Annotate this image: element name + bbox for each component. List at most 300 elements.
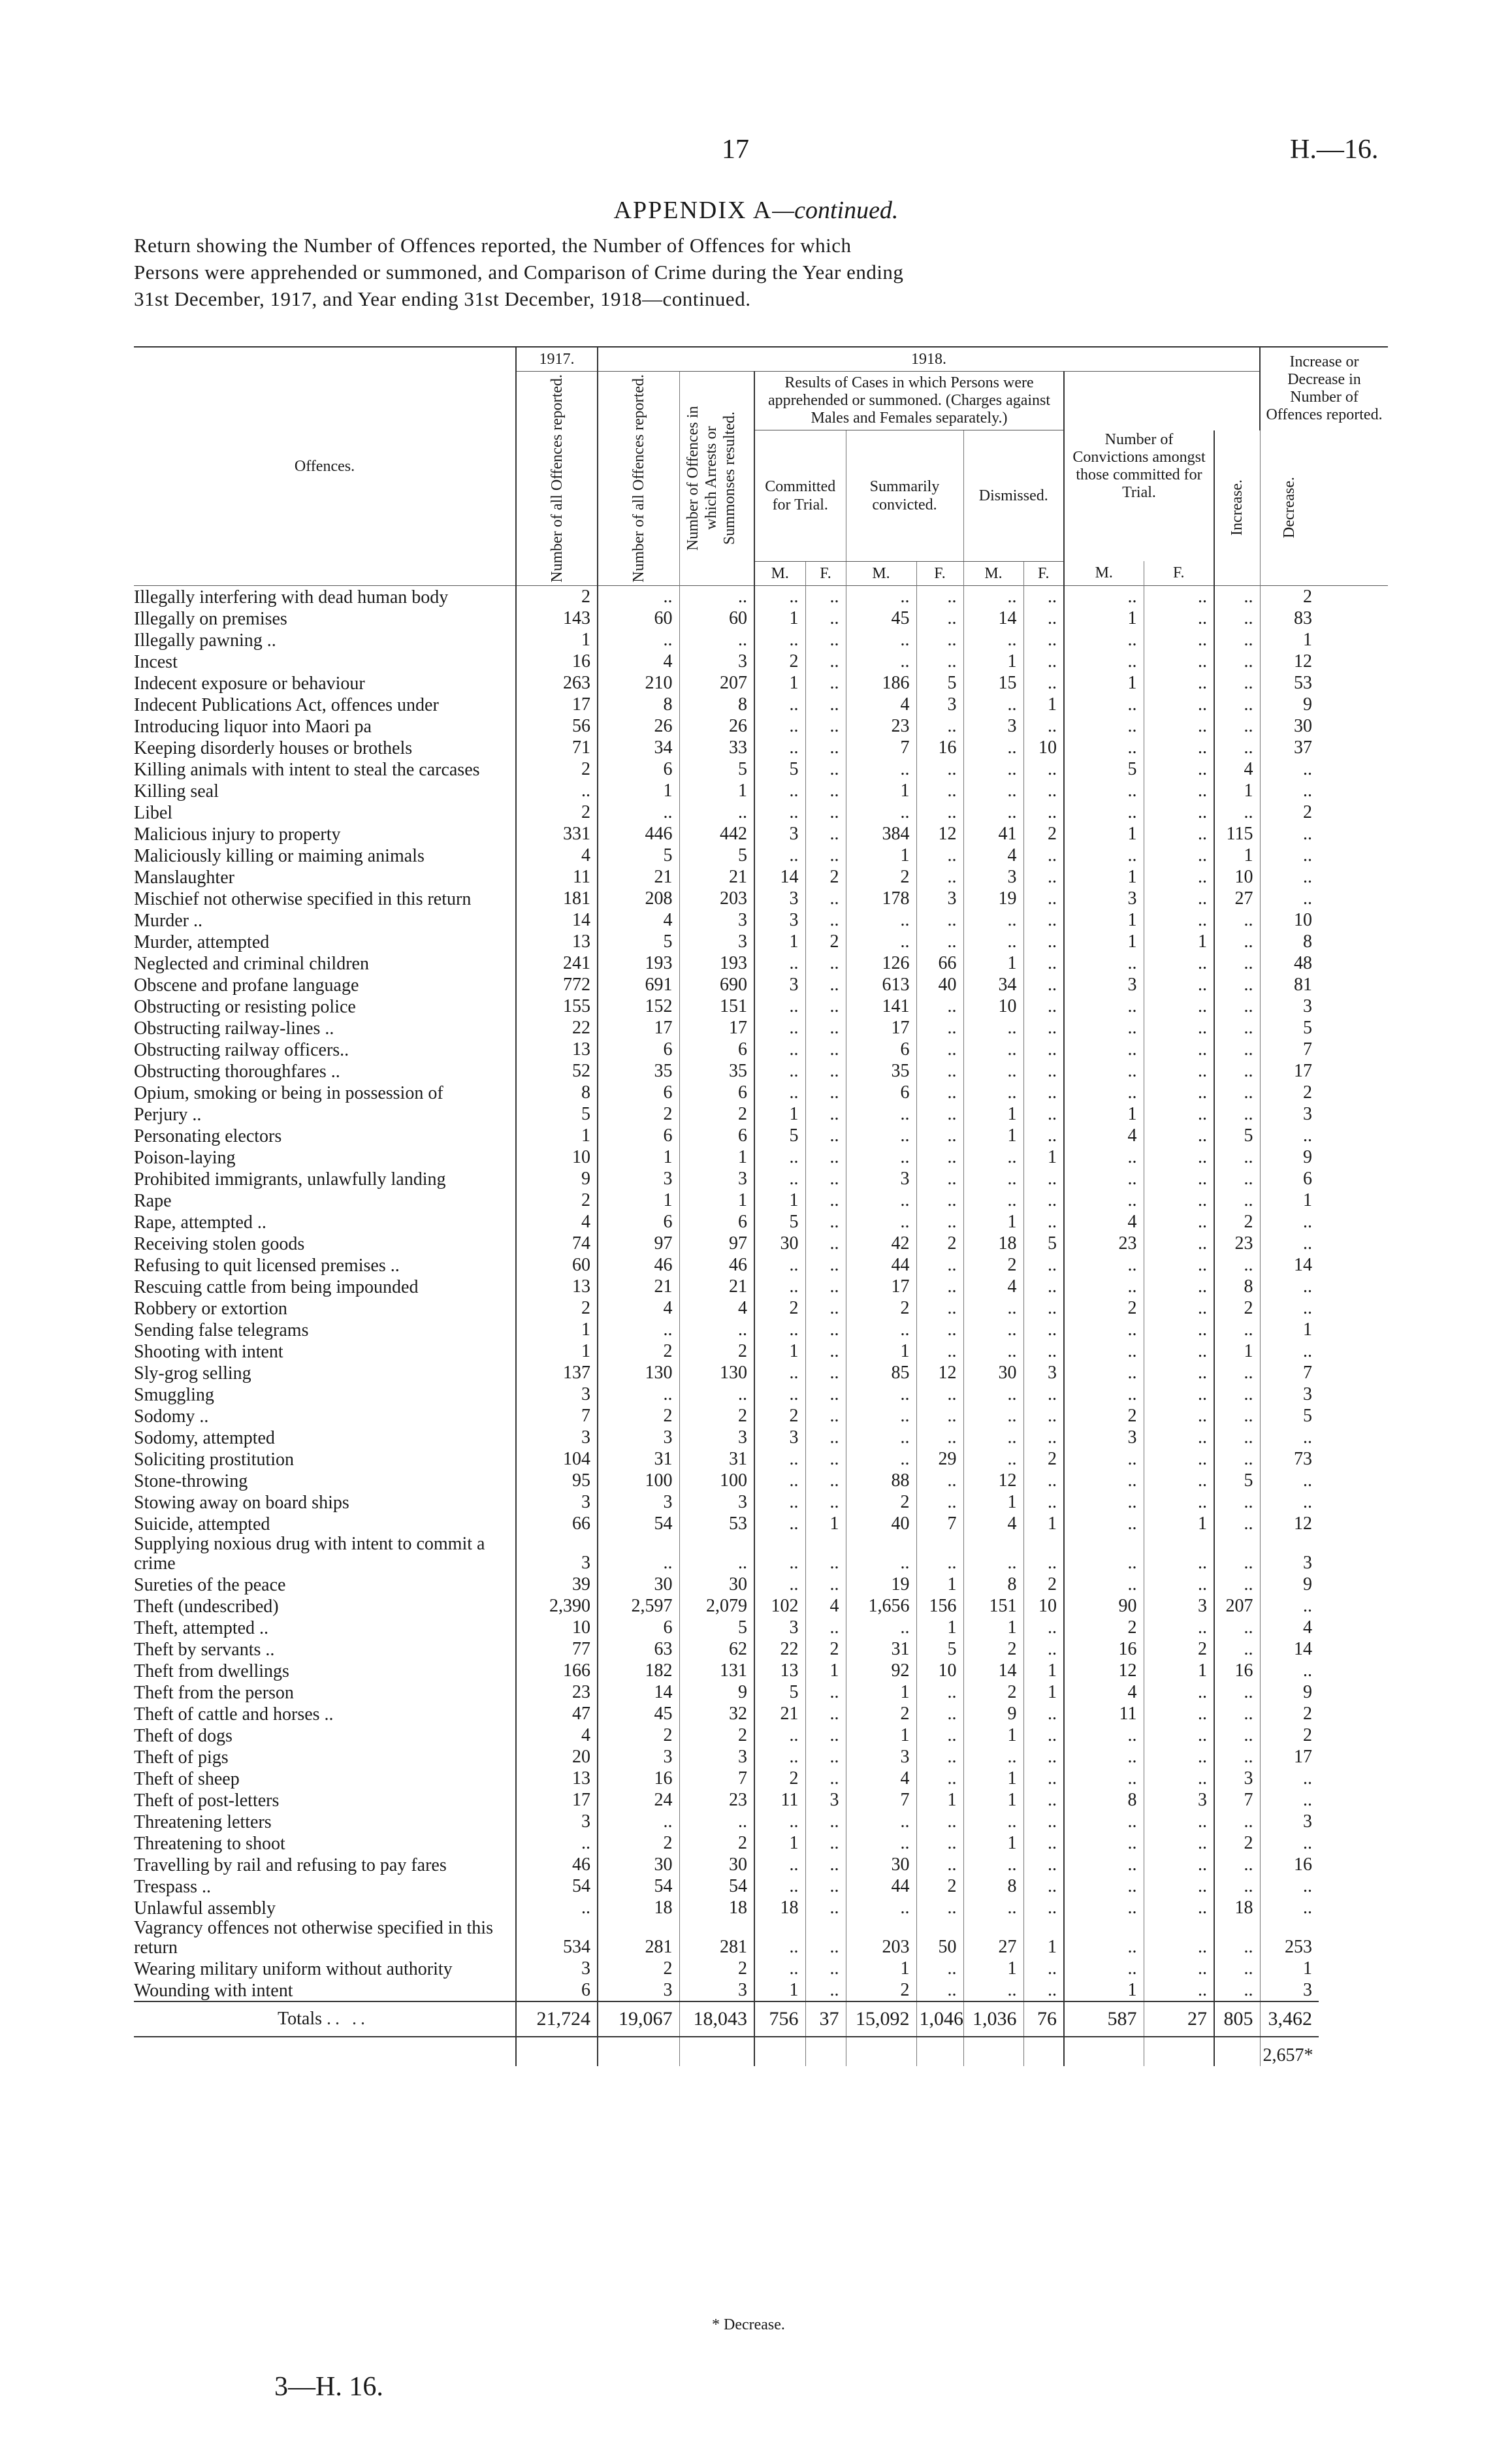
value-cell: .. xyxy=(963,802,1023,823)
value-cell: .. xyxy=(1214,1638,1260,1660)
value-cell: .. xyxy=(1214,802,1260,823)
value-cell: 4 xyxy=(805,1595,846,1617)
table-row xyxy=(134,694,1388,715)
value-cell: 151 xyxy=(963,1595,1023,1617)
header-summarily: Summarily convicted. xyxy=(846,430,963,562)
value-cell: 5 xyxy=(679,845,754,866)
value-cell: 12 xyxy=(916,823,963,845)
table-row xyxy=(134,1211,1388,1233)
value-cell: .. xyxy=(916,1039,963,1060)
value-cell: 2 xyxy=(1260,1724,1319,1746)
value-cell: .. xyxy=(598,585,679,607)
value-cell: 4 xyxy=(963,1276,1023,1297)
footer-signature: 3—H. 16. xyxy=(274,2372,383,2402)
value-cell: .. xyxy=(1260,1491,1319,1513)
table-row xyxy=(134,1768,1388,1789)
value-cell: .. xyxy=(1144,1125,1214,1146)
value-cell: .. xyxy=(916,1811,963,1832)
table-row xyxy=(134,1340,1388,1362)
value-cell: .. xyxy=(1023,952,1064,974)
table-row xyxy=(134,1125,1388,1146)
value-cell: 137 xyxy=(516,1362,598,1384)
value-cell: .. xyxy=(805,1384,846,1405)
value-cell: .. xyxy=(754,802,805,823)
value-cell: .. xyxy=(679,802,754,823)
value-cell: 53 xyxy=(1260,672,1319,694)
offences-table xyxy=(134,346,1388,2066)
value-cell: 2 xyxy=(516,758,598,780)
value-cell: 4 xyxy=(846,694,916,715)
value-cell: .. xyxy=(1064,1513,1144,1534)
value-cell: 3 xyxy=(598,1427,679,1448)
value-cell: .. xyxy=(805,1168,846,1190)
value-cell: 46 xyxy=(679,1254,754,1276)
header-dismissed-m: M. xyxy=(963,561,1023,585)
value-cell: 3 xyxy=(916,694,963,715)
value-cell: .. xyxy=(1023,585,1064,607)
offence-name: Indecent exposure or behaviour xyxy=(134,673,365,694)
value-cell: 3 xyxy=(516,1534,598,1574)
value-cell: .. xyxy=(916,1082,963,1103)
value-cell: .. xyxy=(1260,1789,1319,1811)
value-cell: 21 xyxy=(754,1703,805,1724)
value-cell: 100 xyxy=(598,1470,679,1491)
value-cell: 1 xyxy=(1214,1340,1260,1362)
offence-name: Sodomy, attempted xyxy=(134,1427,275,1448)
value-cell: 1 xyxy=(516,629,598,651)
value-cell: .. xyxy=(805,1211,846,1233)
offence-name: Introducing liquor into Maori pa xyxy=(134,716,372,737)
value-cell: 2 xyxy=(754,1405,805,1427)
offence-name: Indecent Publications Act, offences under xyxy=(134,694,439,715)
offence-name: Personating electors xyxy=(134,1125,282,1146)
value-cell: 1 xyxy=(516,1319,598,1340)
value-cell: 6 xyxy=(679,1125,754,1146)
value-cell: 85 xyxy=(846,1362,916,1384)
value-cell: .. xyxy=(1214,1746,1260,1768)
offence-name: Incest xyxy=(134,651,178,672)
totals-cell: 805 xyxy=(1214,2001,1260,2037)
value-cell: 17 xyxy=(679,1017,754,1039)
value-cell: 1 xyxy=(1023,1681,1064,1703)
value-cell: 141 xyxy=(846,996,916,1017)
value-cell: .. xyxy=(963,1897,1023,1919)
value-cell: 384 xyxy=(846,823,916,845)
header-reported-1918: Number of all Offences reported. xyxy=(630,374,647,583)
value-cell: .. xyxy=(805,1319,846,1340)
table-row xyxy=(134,1638,1388,1660)
value-cell: .. xyxy=(963,1017,1023,1039)
value-cell: .. xyxy=(1023,1384,1064,1405)
value-cell: 2 xyxy=(1214,1832,1260,1854)
offence-name: Rape xyxy=(134,1190,172,1211)
offence-name: Manslaughter xyxy=(134,867,234,888)
value-cell: .. xyxy=(1144,1254,1214,1276)
value-cell: 5 xyxy=(754,1125,805,1146)
value-cell: .. xyxy=(805,1832,846,1854)
value-cell: .. xyxy=(754,715,805,737)
value-cell: .. xyxy=(805,1017,846,1039)
value-cell: .. xyxy=(1144,1746,1214,1768)
value-cell: .. xyxy=(916,585,963,607)
value-cell: 4 xyxy=(1214,758,1260,780)
value-cell: 2 xyxy=(1023,1448,1064,1470)
value-cell: .. xyxy=(1214,1146,1260,1168)
value-cell: .. xyxy=(1023,1340,1064,1362)
table-row xyxy=(134,1190,1388,1211)
offence-name: Theft from dwellings xyxy=(134,1660,289,1681)
value-cell: .. xyxy=(679,1384,754,1405)
value-cell: .. xyxy=(1214,1448,1260,1470)
value-cell: .. xyxy=(805,1103,846,1125)
value-cell: 2 xyxy=(1064,1297,1144,1319)
offence-name: Obstructing railway officers.. xyxy=(134,1039,349,1060)
value-cell: 4 xyxy=(963,845,1023,866)
offence-name: Sending false telegrams xyxy=(134,1320,309,1340)
value-cell: 2 xyxy=(679,1724,754,1746)
value-cell: .. xyxy=(1144,1168,1214,1190)
value-cell: .. xyxy=(916,1103,963,1125)
value-cell: 5 xyxy=(1064,758,1144,780)
value-cell: 3 xyxy=(916,888,963,909)
value-cell: 1 xyxy=(516,1125,598,1146)
table-row xyxy=(134,1681,1388,1703)
offence-name: Stowing away on board ships xyxy=(134,1492,349,1513)
value-cell: .. xyxy=(1144,888,1214,909)
totals-cell: 1,036 xyxy=(963,2001,1023,2037)
value-cell: 2 xyxy=(679,1832,754,1854)
table-row xyxy=(134,866,1388,888)
value-cell: 21 xyxy=(679,866,754,888)
value-cell: .. xyxy=(1023,1746,1064,1768)
table-row xyxy=(134,1491,1388,1513)
value-cell: 3 xyxy=(516,1491,598,1513)
value-cell: .. xyxy=(1023,1082,1064,1103)
value-cell: .. xyxy=(916,1534,963,1574)
value-cell: .. xyxy=(916,1405,963,1427)
value-cell: 3 xyxy=(1023,1362,1064,1384)
value-cell: .. xyxy=(754,1039,805,1060)
value-cell: 1 xyxy=(679,1146,754,1168)
value-cell: 1 xyxy=(846,1340,916,1362)
value-cell: 6 xyxy=(598,1211,679,1233)
value-cell: .. xyxy=(1214,1617,1260,1638)
value-cell: .. xyxy=(805,1276,846,1297)
totals-cell: 1,046 xyxy=(916,2001,963,2037)
value-cell: .. xyxy=(1023,1017,1064,1039)
value-cell: .. xyxy=(1144,1811,1214,1832)
value-cell: 7 xyxy=(516,1405,598,1427)
value-cell: .. xyxy=(805,1897,846,1919)
value-cell: 30 xyxy=(679,1574,754,1595)
value-cell: .. xyxy=(754,737,805,758)
offence-name: Obscene and profane language xyxy=(134,975,359,996)
offence-name: Obstructing thoroughfares .. xyxy=(134,1061,340,1082)
value-cell: .. xyxy=(916,1384,963,1405)
value-cell: .. xyxy=(1144,1039,1214,1060)
value-cell: 97 xyxy=(679,1233,754,1254)
value-cell: .. xyxy=(963,1448,1023,1470)
value-cell: .. xyxy=(1023,1319,1064,1340)
value-cell: .. xyxy=(1023,931,1064,952)
value-cell: .. xyxy=(805,651,846,672)
value-cell: 1 xyxy=(1023,694,1064,715)
value-cell: .. xyxy=(1214,629,1260,651)
value-cell: .. xyxy=(1144,1768,1214,1789)
value-cell: .. xyxy=(916,758,963,780)
value-cell: .. xyxy=(1214,1362,1260,1384)
value-cell: 1 xyxy=(963,651,1023,672)
value-cell: .. xyxy=(805,1125,846,1146)
value-cell: 23 xyxy=(1064,1233,1144,1254)
value-cell: 2 xyxy=(754,1768,805,1789)
offence-name: Shooting with intent xyxy=(134,1341,283,1362)
value-cell: 691 xyxy=(598,974,679,996)
value-cell: 7 xyxy=(846,737,916,758)
offence-name: Keeping disorderly houses or brothels xyxy=(134,737,413,758)
value-cell: .. xyxy=(805,1854,846,1875)
value-cell: .. xyxy=(1144,585,1214,607)
value-cell: .. xyxy=(1144,1340,1214,1362)
value-cell: 3 xyxy=(679,1427,754,1448)
value-cell: 8 xyxy=(679,694,754,715)
value-cell: .. xyxy=(805,1254,846,1276)
value-cell: .. xyxy=(1023,1190,1064,1211)
value-cell: .. xyxy=(754,1919,805,1958)
value-cell: 6 xyxy=(679,1211,754,1233)
value-cell: 16 xyxy=(516,651,598,672)
value-cell: .. xyxy=(1214,715,1260,737)
value-cell: 5 xyxy=(679,1617,754,1638)
offence-name: Prohibited immigrants, unlawfully landing xyxy=(134,1169,446,1190)
caption-line-3: 31st December, 1917, and Year ending 31st December, 1918—continued. xyxy=(134,287,751,310)
value-cell: .. xyxy=(1144,1448,1214,1470)
value-cell: .. xyxy=(1260,1340,1319,1362)
value-cell: 4 xyxy=(846,1768,916,1789)
table-row xyxy=(134,1574,1388,1595)
offence-name: Threatening letters xyxy=(134,1811,272,1832)
value-cell: 5 xyxy=(754,758,805,780)
value-cell: .. xyxy=(1064,1146,1144,1168)
offence-name: Killing seal xyxy=(134,781,219,802)
value-cell: .. xyxy=(754,1574,805,1595)
value-cell: 178 xyxy=(846,888,916,909)
value-cell: .. xyxy=(1064,1746,1144,1768)
value-cell: 3 xyxy=(754,1617,805,1638)
value-cell: 1 xyxy=(679,1190,754,1211)
value-cell: .. xyxy=(963,931,1023,952)
value-cell: 613 xyxy=(846,974,916,996)
value-cell: 81 xyxy=(1260,974,1319,996)
value-cell: 4 xyxy=(598,1297,679,1319)
value-cell: .. xyxy=(1064,1574,1144,1595)
table-row xyxy=(134,1233,1388,1254)
value-cell: .. xyxy=(805,1768,846,1789)
value-cell: 62 xyxy=(679,1638,754,1660)
value-cell: .. xyxy=(963,1811,1023,1832)
value-cell: .. xyxy=(963,1319,1023,1340)
value-cell: .. xyxy=(805,715,846,737)
value-cell: 126 xyxy=(846,952,916,974)
totals-row xyxy=(134,2001,1388,2037)
value-cell: .. xyxy=(1023,1470,1064,1491)
offence-name: Illegally pawning .. xyxy=(134,630,276,651)
value-cell: 19 xyxy=(846,1574,916,1595)
header-year-1918: 1918. xyxy=(598,347,1260,372)
value-cell: .. xyxy=(1144,1574,1214,1595)
value-cell: .. xyxy=(916,1168,963,1190)
value-cell: 143 xyxy=(516,607,598,629)
value-cell: .. xyxy=(1064,1470,1144,1491)
value-cell: .. xyxy=(916,651,963,672)
table-row xyxy=(134,1103,1388,1125)
value-cell: .. xyxy=(1064,1768,1144,1789)
value-cell: .. xyxy=(1214,974,1260,996)
value-cell: 46 xyxy=(516,1854,598,1875)
value-cell: 16 xyxy=(916,737,963,758)
offence-name: Theft (undescribed) xyxy=(134,1596,279,1617)
value-cell: 2 xyxy=(679,1958,754,1979)
totals-cell: 756 xyxy=(754,2001,805,2037)
value-cell: 13 xyxy=(754,1660,805,1681)
value-cell: 3 xyxy=(1064,1427,1144,1448)
totals-cell: 3,462 xyxy=(1260,2001,1319,2037)
value-cell: .. xyxy=(846,1405,916,1427)
value-cell: 3 xyxy=(1260,1979,1319,2001)
value-cell: 1 xyxy=(963,1724,1023,1746)
value-cell: .. xyxy=(846,1427,916,1448)
value-cell: 1 xyxy=(754,1103,805,1125)
value-cell: 2 xyxy=(516,1297,598,1319)
value-cell: 10 xyxy=(1260,909,1319,931)
value-cell: .. xyxy=(805,1919,846,1958)
value-cell: .. xyxy=(754,1746,805,1768)
value-cell: 31 xyxy=(598,1448,679,1470)
value-cell: 10 xyxy=(516,1617,598,1638)
value-cell: 48 xyxy=(1260,952,1319,974)
value-cell: .. xyxy=(1023,996,1064,1017)
value-cell: .. xyxy=(916,1470,963,1491)
value-cell: 22 xyxy=(754,1638,805,1660)
value-cell: 6 xyxy=(679,1039,754,1060)
value-cell: .. xyxy=(1064,1724,1144,1746)
value-cell: .. xyxy=(1214,694,1260,715)
value-cell: .. xyxy=(679,1319,754,1340)
value-cell: 3 xyxy=(1260,1811,1319,1832)
value-cell: .. xyxy=(1260,1125,1319,1146)
value-cell: .. xyxy=(1144,1897,1214,1919)
value-cell: .. xyxy=(846,585,916,607)
value-cell: .. xyxy=(805,1875,846,1897)
value-cell: 6 xyxy=(598,758,679,780)
value-cell: 1 xyxy=(754,1190,805,1211)
value-cell: .. xyxy=(1214,1811,1260,1832)
value-cell: 5 xyxy=(516,1103,598,1125)
table-row xyxy=(134,758,1388,780)
value-cell: .. xyxy=(916,1897,963,1919)
value-cell: .. xyxy=(1023,909,1064,931)
table-row xyxy=(134,1168,1388,1190)
table-row xyxy=(134,1832,1388,1854)
value-cell: 7 xyxy=(916,1513,963,1534)
value-cell: .. xyxy=(754,585,805,607)
value-cell: .. xyxy=(1260,1897,1319,1919)
value-cell: .. xyxy=(754,1146,805,1168)
value-cell: .. xyxy=(1214,1168,1260,1190)
table-row xyxy=(134,1039,1388,1060)
value-cell: 63 xyxy=(598,1638,679,1660)
value-cell: 1 xyxy=(963,952,1023,974)
value-cell: .. xyxy=(598,1534,679,1574)
value-cell: .. xyxy=(805,1082,846,1103)
value-cell: 73 xyxy=(1260,1448,1319,1470)
table-row xyxy=(134,1534,1388,1574)
value-cell: .. xyxy=(846,1534,916,1574)
value-cell: .. xyxy=(1023,1125,1064,1146)
value-cell: 21 xyxy=(679,1276,754,1297)
value-cell: .. xyxy=(916,1060,963,1082)
value-cell: 30 xyxy=(679,1854,754,1875)
value-cell: .. xyxy=(754,1811,805,1832)
value-cell: .. xyxy=(1023,1958,1064,1979)
value-cell: 16 xyxy=(598,1768,679,1789)
value-cell: .. xyxy=(1023,1491,1064,1513)
value-cell: .. xyxy=(805,1146,846,1168)
value-cell: 8 xyxy=(1260,931,1319,952)
value-cell: .. xyxy=(963,758,1023,780)
value-cell: 3 xyxy=(1064,888,1144,909)
value-cell: .. xyxy=(1064,694,1144,715)
offence-name: Rape, attempted .. xyxy=(134,1212,266,1233)
value-cell: .. xyxy=(1214,1513,1260,1534)
value-cell: 6 xyxy=(516,1979,598,2001)
value-cell: .. xyxy=(916,1958,963,1979)
value-cell: .. xyxy=(916,1979,963,2001)
value-cell: 12 xyxy=(1260,651,1319,672)
value-cell: 3 xyxy=(679,1491,754,1513)
value-cell: 17 xyxy=(516,1789,598,1811)
value-cell: 5 xyxy=(598,845,679,866)
value-cell: 1 xyxy=(1214,780,1260,802)
value-cell: .. xyxy=(1144,1384,1214,1405)
totals-cell: 37 xyxy=(805,2001,846,2037)
value-cell: 2 xyxy=(846,1297,916,1319)
value-cell: .. xyxy=(1260,1470,1319,1491)
value-cell: 4 xyxy=(598,651,679,672)
value-cell: .. xyxy=(805,1297,846,1319)
value-cell: 2 xyxy=(598,1832,679,1854)
value-cell: 23 xyxy=(1214,1233,1260,1254)
value-cell: 131 xyxy=(679,1660,754,1681)
offence-name: Obstructing railway-lines .. xyxy=(134,1018,334,1039)
value-cell: 2 xyxy=(598,1103,679,1125)
offence-name: Wearing military uniform without authority xyxy=(134,1958,453,1979)
value-cell: .. xyxy=(805,1811,846,1832)
value-cell: 1 xyxy=(963,1103,1023,1125)
value-cell: 1 xyxy=(1064,866,1144,888)
value-cell: .. xyxy=(1144,1703,1214,1724)
value-cell: .. xyxy=(1023,802,1064,823)
value-cell: 3 xyxy=(754,1427,805,1448)
offence-name: Sureties of the peace xyxy=(134,1574,286,1595)
header-arrests: Number of Offences in which Arrests or Summonses resulted. xyxy=(684,406,739,551)
table-row xyxy=(134,823,1388,845)
value-cell: .. xyxy=(1064,1254,1144,1276)
totals-cell: 587 xyxy=(1064,2001,1144,2037)
value-cell: .. xyxy=(1064,1340,1144,1362)
value-cell: .. xyxy=(963,629,1023,651)
offence-name: Wounding with intent xyxy=(134,1980,293,2001)
